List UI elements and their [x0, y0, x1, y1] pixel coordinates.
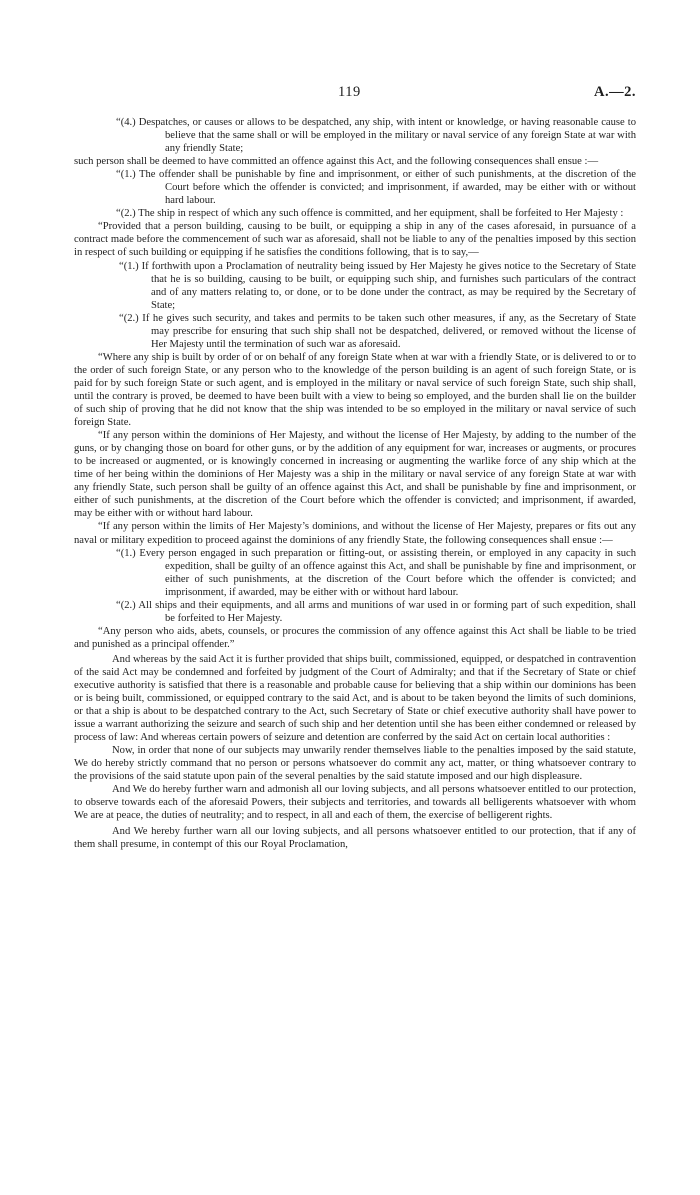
aiding-abetting-paragraph: “Any person who aids, abets, counsels, or procures the commission of any offence against this Act shall be liable to be tried and punished as a principal offender.”: [74, 625, 636, 650]
consequence-1-punishment: “(1.) The offender shall be punishable by fine and imprisonment, or either of such punishments, at the discretion of the Court before which the offender is convicted; and imprisonment, if awarded, may be either with or without hard labour.: [116, 169, 636, 207]
expedition-consequence-1: “(1.) Every person engaged in such preparation or fitting-out, or assisting therein, or employed in any capacity in such expedition, shall be guilty of an offence against this Act, and shall be punishable by fine and imprisonment, or either of such punishments, at the discretion of the Court before which the offender is convicted; and imprisonment, if awarded, may be either with or without hard labour.: [116, 547, 636, 598]
admonish-paragraph: And We do hereby further warn and admonish all our loving subjects, and all persons whatsoever entitled to our protection, to observe towards each of the aforesaid Powers, their subjects and territories, and towards all belligerents whatsoever with whom We are at peace, the duties of neutrality; and to respect, in all and each of them, the exercise of belligerent rights.: [74, 784, 636, 822]
series-label: A.—2.: [594, 84, 636, 100]
expedition-consequence-2: “(2.) All ships and their equipments, and all arms and munitions of war used in or forming part of such expedition, shall be forfeited to Her Majesty.: [116, 599, 636, 624]
consequence-2-forfeiture: “(2.) The ship in respect of which any such offence is committed, and her equipment, shall be forfeited to Her Majesty :: [116, 208, 624, 220]
body-text: [74, 116, 636, 851]
warning-paragraph: And We hereby further warn all our loving subjects, and all persons whatsoever entitled to our protection, that if any of them shall presume, in contempt of this our Royal Proclamation,: [74, 825, 636, 850]
command-paragraph: Now, in order that none of our subjects may unwarily render themselves liable to the penalties imposed by the said statute, We do hereby strictly command that no person or persons whatsoever do commit any act, matter, or thing whatsoever contrary to the provisions of the said statute upon pain of the several penalties by the said statute imposed and our high displeasure.: [74, 745, 636, 783]
proviso-paragraph: “Provided that a person building, causing to be built, or equipping a ship in any of the cases aforesaid, in pursuance of a contract made before the commencement of such war as aforesaid, shall not be liable to any of the penalties imposed by this section in respect of such building or equipping if he satisfies the conditions following, that is to say,—: [74, 221, 636, 259]
expedition-paragraph: “If any person within the limits of Her Majesty’s dominions, and without the license of Her Majesty, prepares or fits out any naval or military expedition to proceed against the dominions of any friendly State, the following consequences shall ensue :—: [74, 521, 636, 546]
clause-4-despatch: “(4.) Despatches, or causes or allows to be despatched, any ship, with intent or knowledge, or having reasonable cause to believe that the same shall or will be employed in the military or naval service of any foreign State at war with any friendly State;: [116, 117, 636, 155]
page-header: [0, 84, 700, 100]
offence-consequences: such person shall be deemed to have committed an offence against this Act, and the following consequences shall ensue :—: [74, 156, 599, 168]
augmenting-force-paragraph: “If any person within the dominions of Her Majesty, and without the license of Her Majesty, by adding to the number of the guns, or by changing those on board for other guns, or by the addition of any equipment for war, increases or augments, or procures to be increased or augmented, or is knowingly concerned in increasing or augmenting the warlike force of any ship which at the time of her being within the dominions of Her Majesty was a ship in the military or naval service of any foreign State at war with any friendly State, such person shall be guilty of an offence against this Act, and shall be punishable by fine and imprisonment, or either of such punishments, at the discretion of the Court before which the offender is convicted; and imprisonment, if awarded, may be either with or without hard labour.: [74, 430, 636, 520]
presumption-paragraph: “Where any ship is built by order of or on behalf of any foreign State when at war with a friendly State, or is delivered to or to the order of such foreign State, or any person who to the knowledge of the person building is an agent of such foreign State, or is paid for by such foreign State or such agent, and is employed in the military or naval service of such foreign State, such ship shall, until the contrary is proved, be deemed to have been built with a view to being so employed, and the burden shall lie on the builder of such ship of proving that he did not know that the ship was intended to be so employed in the military or naval service of such foreign State.: [74, 351, 636, 429]
condition-2-security: “(2.) If he gives such security, and takes and permits to be taken such other measures, if any, as the Secretary of State may prescribe for ensuring that such ship shall not be despatched, delivered, or removed without the license of Her Majesty until the termination of such war as aforesaid.: [119, 312, 636, 350]
condition-1-notice: “(1.) If forthwith upon a Proclamation of neutrality being issued by Her Majesty he gives notice to the Secretary of State that he is so building, causing to be built, or equipping such ship, and furnishes such particulars of the contract and of any matters relating to, or done, or to be done under the contract, as may be required by the Secretary of State;: [119, 260, 636, 311]
admiralty-paragraph: And whereas by the said Act it is further provided that ships built, commissioned, equipped, or despatched in contravention of the said Act may be condemned and forfeited by judgment of the Court of Admiralty; and that if the Secretary of State or chief executive authority is satisfied that there is a reasonable and probable cause for believing that a ship within our dominions has been or is being built, commissioned, or equipped contrary to the said Act, and is about to be taken beyond the limits of such dominions, or that a ship is about to be despatched contrary to the Act, such Secretary of State or chief executive authority shall have power to issue a warrant authorizing the seizure and search of such ship and her detention until she has been either condemned or released by process of law: And whereas certain powers of seizure and detention are conferred by the said Act on certain local authorities :: [74, 653, 636, 744]
page-number: 119: [338, 84, 361, 100]
